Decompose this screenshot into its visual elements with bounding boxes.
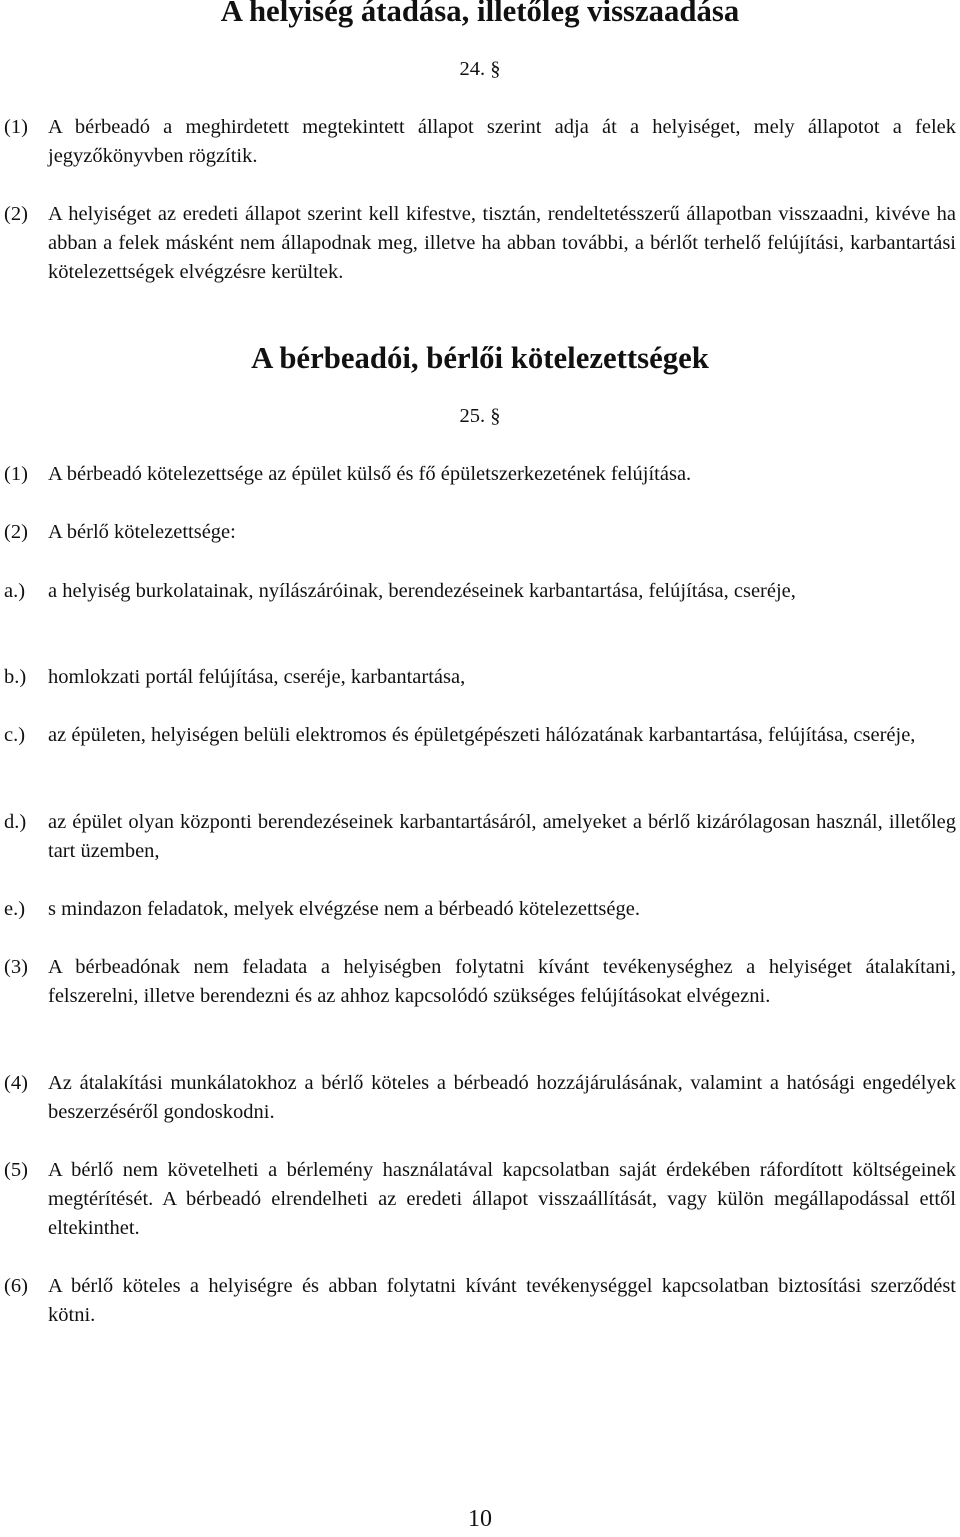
paragraph-text: A bérbeadó a meghirdetett megtekintett állapot szerint adja át a helyiséget, mely állapotot a felek jegyzőkönyvben rögzítik. xyxy=(48,116,956,167)
list-item-label: e.) xyxy=(4,898,26,920)
page-number: 10 xyxy=(468,1506,492,1532)
paragraph-label: (2) xyxy=(4,203,28,225)
list-item-b xyxy=(4,663,956,692)
list-item-a xyxy=(4,577,956,606)
paragraph-24-2 xyxy=(4,200,956,287)
paragraph-label: (1) xyxy=(4,463,28,485)
paragraph-label: (4) xyxy=(4,1072,28,1094)
section-25-number: 25. § xyxy=(459,405,501,427)
paragraph-25-4 xyxy=(4,1069,956,1127)
paragraph-label: (1) xyxy=(4,116,28,138)
list-item-label: a.) xyxy=(4,580,26,602)
list-item-label: c.) xyxy=(4,724,26,746)
list-item-text: homlokzati portál felújítása, cseréje, karbantartása, xyxy=(48,666,466,688)
list-item-label: b.) xyxy=(4,666,27,688)
paragraph-24-1 xyxy=(4,113,956,171)
paragraph-25-3 xyxy=(4,953,956,1011)
list-item-text: az épületen, helyiségen belüli elektromos és épületgépészeti hálózatának karbantartása, felújítása, cseréje, xyxy=(48,724,916,746)
list-item-text: az épület olyan központi berendezéseinek karbantartásáról, amelyeket a bérlő kizárólagosan használ, illetőleg tart üzemben, xyxy=(48,811,956,862)
paragraph-25-6 xyxy=(4,1272,956,1330)
paragraph-25-1 xyxy=(4,460,956,489)
paragraph-25-2 xyxy=(4,518,956,547)
paragraph-label: (3) xyxy=(4,956,28,978)
section-24-heading: A helyiség átadása, illetőleg visszaadása xyxy=(220,0,740,28)
list-item-text: a helyiség burkolatainak, nyílászáróinak, berendezéseinek karbantartása, felújítása, cseréje, xyxy=(48,580,796,602)
paragraph-text: Az átalakítási munkálatokhoz a bérlő köteles a bérbeadó hozzájárulásának, valamint a hatósági engedélyek beszerzéséről gondoskodni. xyxy=(48,1072,956,1123)
paragraph-text: A bérlő köteles a helyiségre és abban folytatni kívánt tevékenységgel kapcsolatban biztosítási szerződést kötni. xyxy=(48,1275,956,1326)
list-item-d xyxy=(4,808,956,866)
list-item-e xyxy=(4,895,956,924)
section-25-heading: A bérbeadói, bérlői kötelezettségek xyxy=(251,341,709,375)
list-item-label: d.) xyxy=(4,811,27,833)
list-item-c xyxy=(4,721,956,750)
paragraph-text: A bérbeadónak nem feladata a helyiségben folytatni kívánt tevékenységhez a helyiséget átalakítani, felszerelni, illetve berendezni és az ahhoz kapcsolódó szükséges felújításokat elvégezni. xyxy=(48,956,956,1007)
paragraph-label: (6) xyxy=(4,1275,28,1297)
section-24-number: 24. § xyxy=(459,58,501,80)
paragraph-label: (5) xyxy=(4,1159,28,1181)
paragraph-text: A bérbeadó kötelezettsége az épület külső és fő épületszerkezetének felújítása. xyxy=(48,463,692,485)
list-item-text: s mindazon feladatok, melyek elvégzése nem a bérbeadó kötelezettsége. xyxy=(48,898,640,920)
paragraph-25-5 xyxy=(4,1156,956,1243)
paragraph-text: A bérlő nem követelheti a bérlemény használatával kapcsolatban saját érdekében ráfordított költségeinek megtérítését. A bérbeadó elrendelheti az eredeti állapot visszaállítását, vagy külön megállapodással ettől eltekinthet. xyxy=(48,1159,956,1239)
paragraph-text: A helyiséget az eredeti állapot szerint kell kifestve, tisztán, rendeltetésszerű állapotban visszaadni, kivéve ha abban a felek másként nem állapodnak meg, illetve ha abban további, a bérlőt terhelő felújítási, karbantartási kötelezettségek elvégzésre kerültek. xyxy=(48,203,956,283)
paragraph-label: (2) xyxy=(4,521,28,543)
paragraph-text: A bérlő kötelezettsége: xyxy=(48,521,236,543)
